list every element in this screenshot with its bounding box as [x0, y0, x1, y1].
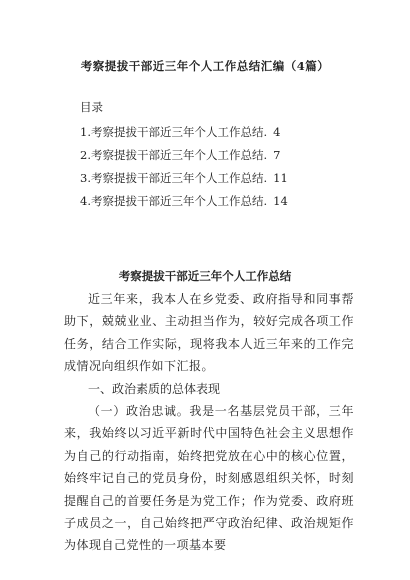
toc-item-page: 7: [273, 148, 281, 162]
toc-item-page: 11: [273, 171, 288, 185]
toc-item[interactable]: [80, 144, 288, 167]
section-title: 考察提拔干部近三年个人工作总结: [118, 269, 292, 283]
toc-item-page: 14: [273, 194, 288, 208]
toc-heading: 目录: [80, 100, 103, 114]
toc-item[interactable]: [80, 121, 288, 144]
subheading: 一、政治素质的总体表现: [88, 381, 221, 396]
document-title: 考察提拔干部近三年个人工作总结汇编（4篇）: [80, 59, 330, 73]
intro-paragraph: 近三年来，我本人在乡党委、政府指导和同事帮助下，兢兢业业、主动担当作为，较好完成各项工作任务，结合工作实际，现将我本人近三年来的工作完成情况向组织作如下汇报。: [64, 292, 354, 374]
toc-item-label: 2.考察提拔干部近三年个人工作总结.: [80, 148, 268, 162]
toc-item-label: 1.考察提拔干部近三年个人工作总结.: [80, 125, 268, 139]
table-of-contents: [80, 121, 288, 213]
toc-item[interactable]: [80, 190, 288, 213]
toc-item-page: 4: [273, 125, 281, 139]
section-body: [64, 288, 354, 557]
body-paragraph: （一）政治忠诚。我是一名基层党员干部，三年来，我始终以习近平新时代中国特色社会主义思想作为自己的行动指南，始终把党放在心中的核心位置，始终牢记自己的党员身份，时刻感恩组织关怀，时刻提醒自己的首要任务是为党工作；作为党委、政府班子成员之一，自己始终把严守政治纪律、政治规矩作为体现自己党性的一项基本要: [64, 404, 354, 553]
toc-item-label: 3.考察提拔干部近三年个人工作总结.: [80, 171, 268, 185]
toc-item[interactable]: [80, 167, 288, 190]
toc-item-label: 4.考察提拔干部近三年个人工作总结.: [80, 194, 268, 208]
